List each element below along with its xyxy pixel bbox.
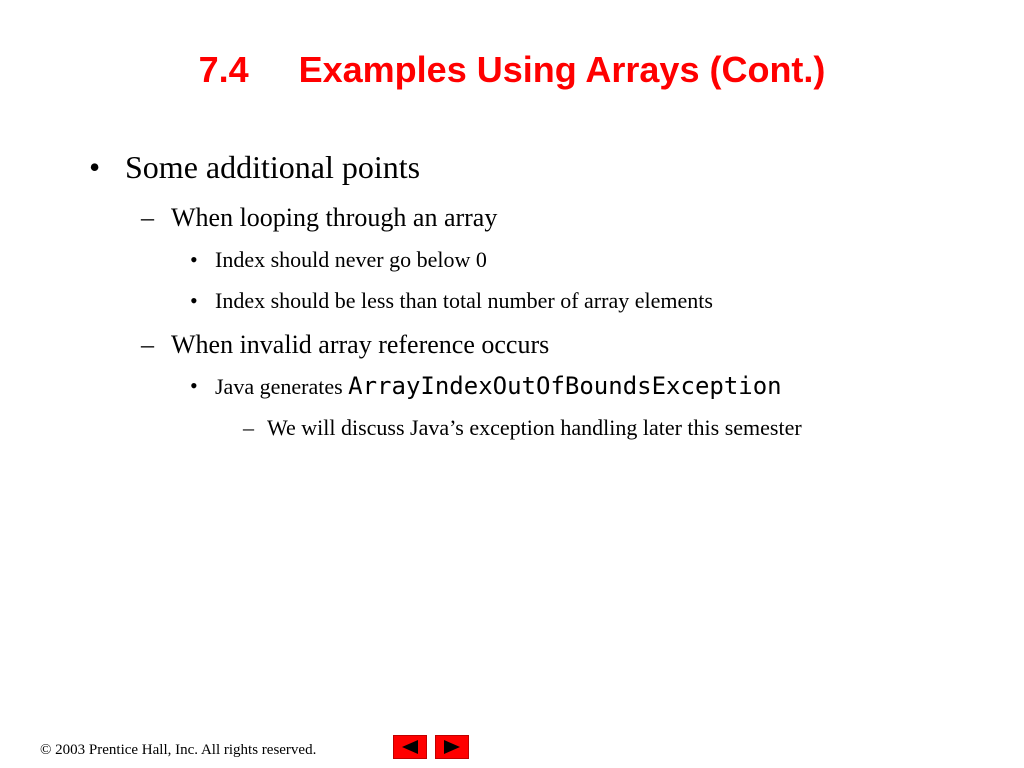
dash-marker: – bbox=[141, 203, 154, 232]
bullet-level4 bbox=[243, 411, 867, 445]
left-triangle-icon bbox=[400, 739, 420, 755]
prev-slide-button[interactable] bbox=[393, 735, 427, 759]
bullet-level3 bbox=[190, 287, 713, 315]
bullet-text: Java generates bbox=[215, 374, 349, 399]
bullet-marker: • bbox=[190, 247, 198, 272]
dash-marker: – bbox=[141, 330, 154, 359]
bullet-level1 bbox=[89, 147, 421, 187]
bullet-text: Index should never go below 0 bbox=[215, 247, 487, 272]
bullet-text: Index should be less than total number of array elements bbox=[215, 288, 713, 313]
right-triangle-icon bbox=[442, 739, 462, 755]
bullet-text: When looping through an array bbox=[171, 203, 498, 232]
code-exception-name: ArrayIndexOutOfBoundsException bbox=[348, 372, 782, 400]
bullet-level2 bbox=[141, 329, 550, 361]
slide-title bbox=[0, 48, 1024, 92]
copyright-icon: © bbox=[40, 742, 52, 758]
bullet-text: Some additional points bbox=[125, 149, 421, 185]
bullet-marker: • bbox=[89, 149, 101, 185]
title-number: 7.4 bbox=[198, 49, 249, 90]
bullet-level3 bbox=[190, 246, 487, 274]
footer-copyright bbox=[40, 740, 316, 760]
bullet-level3 bbox=[190, 372, 782, 401]
bullet-marker: • bbox=[190, 288, 198, 313]
next-slide-button[interactable] bbox=[435, 735, 469, 759]
copyright-text: 2003 Prentice Hall, Inc. All rights reserved. bbox=[51, 742, 317, 758]
dash-marker: – bbox=[243, 415, 254, 440]
title-text: Examples Using Arrays (Cont.) bbox=[298, 49, 826, 90]
bullet-text: We will discuss Java’s exception handling later this semester bbox=[267, 415, 802, 440]
bullet-level2 bbox=[141, 202, 498, 234]
bullet-marker: • bbox=[190, 373, 198, 398]
bullet-text: When invalid array reference occurs bbox=[171, 330, 550, 359]
